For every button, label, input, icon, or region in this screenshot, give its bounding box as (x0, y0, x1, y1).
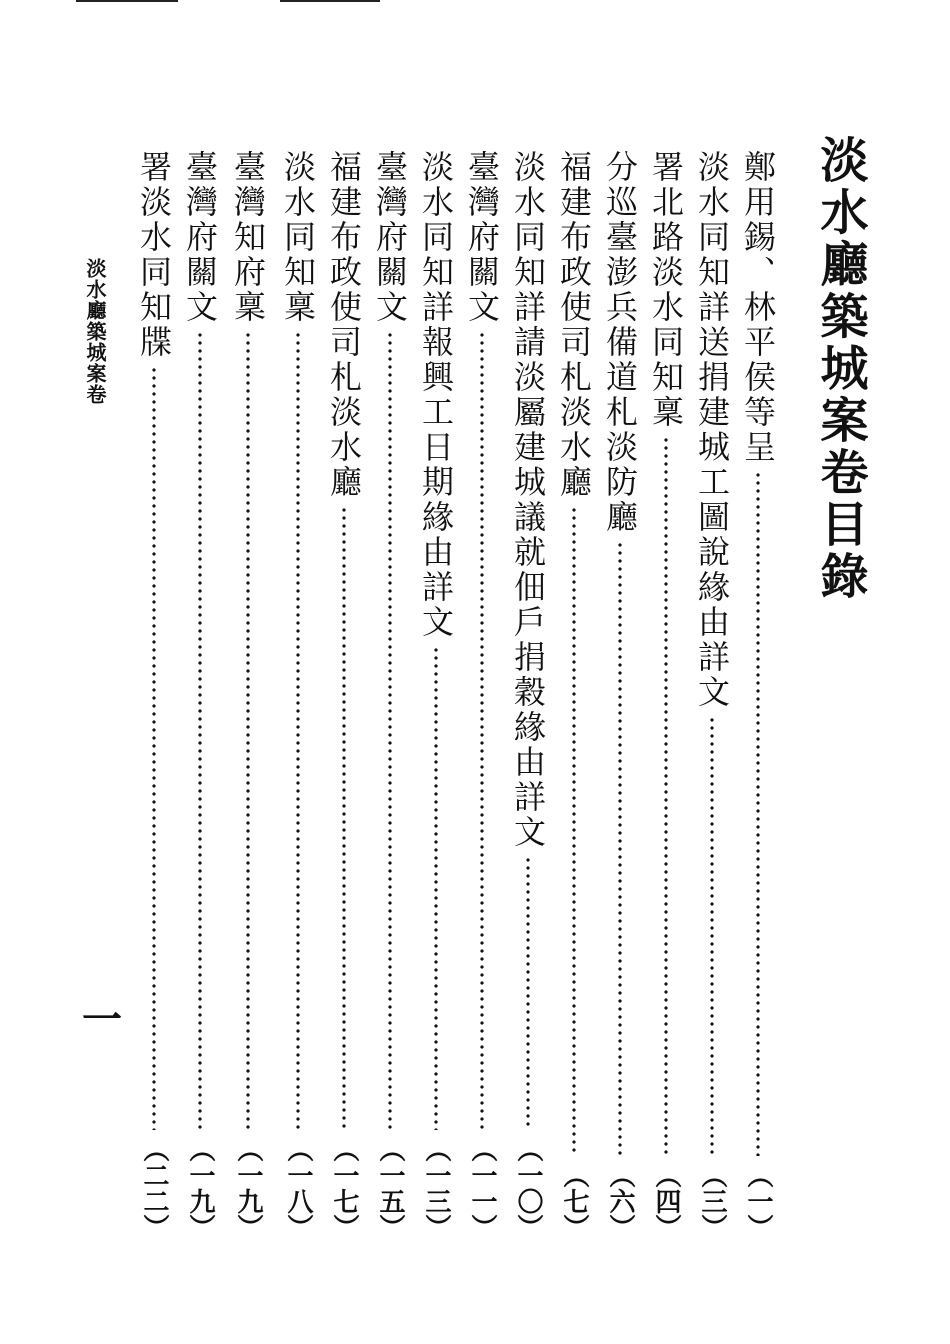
toc-entry-title: 鄭用錫、林平侯等呈 (739, 150, 777, 465)
dot-leader (664, 436, 668, 1156)
dot-leader (342, 506, 346, 1130)
toc-entry (416, 150, 456, 1240)
toc-entry (508, 150, 548, 1240)
dot-leader (388, 331, 392, 1130)
toc-entry (462, 150, 502, 1240)
toc-entry (738, 150, 778, 1240)
toc-page-number: （一七） (329, 1136, 359, 1240)
dot-leader (710, 716, 714, 1156)
toc-entry-title: 福建布政使司札淡水廳 (325, 150, 363, 500)
toc-entry-title: 分巡臺澎兵備道札淡防廳 (601, 150, 639, 535)
toc-page-number: （一八） (283, 1136, 313, 1240)
toc-entry (134, 150, 174, 1240)
toc-entry-title: 淡水同知詳請淡屬建城議就佃戶捐穀緣由詳文 (509, 150, 547, 850)
toc-entry (180, 150, 220, 1240)
toc-page-number: （六） (605, 1162, 635, 1240)
toc-page-number: （三） (697, 1162, 727, 1240)
dot-leader (526, 856, 530, 1130)
toc-page-number: （二二） (139, 1136, 169, 1240)
toc-entry (324, 150, 364, 1240)
toc-entry (554, 150, 594, 1240)
toc-entry-title: 臺灣知府稟 (229, 150, 267, 325)
dot-leader (434, 646, 438, 1130)
dot-leader (246, 331, 250, 1130)
page-title: 淡水廳築城案卷目錄 (812, 135, 868, 603)
toc-entry (228, 150, 268, 1240)
toc-entry (370, 150, 410, 1240)
toc-entry-title: 署淡水同知牒 (135, 150, 173, 360)
running-head: 淡水廳築城案卷 (83, 258, 107, 405)
dot-leader (618, 541, 622, 1156)
top-rule-left (76, 0, 178, 2)
toc-entry (646, 150, 686, 1240)
dot-leader (296, 331, 300, 1130)
toc-entry-title: 臺灣府關文 (181, 150, 219, 325)
toc-entry-title: 福建布政使司札淡水廳 (555, 150, 593, 500)
toc-page-number: （一〇） (513, 1136, 543, 1240)
toc-entry-title: 淡水同知詳送捐建城工圖說緣由詳文 (693, 150, 731, 710)
toc-entry-title: 署北路淡水同知稟 (647, 150, 685, 430)
toc-page-number: （一三） (421, 1136, 451, 1240)
dot-leader (756, 471, 760, 1156)
toc-page-number: （一） (743, 1162, 773, 1240)
toc-entry-title: 淡水同知稟 (279, 150, 317, 325)
dot-leader (198, 331, 202, 1130)
toc-entry (600, 150, 640, 1240)
dot-leader (480, 331, 484, 1130)
toc-page-number: （一一） (467, 1136, 497, 1240)
toc-page-number: （一九） (233, 1136, 263, 1240)
top-rule-right (280, 0, 380, 2)
toc-page-number: （一九） (185, 1136, 215, 1240)
dot-leader (152, 366, 156, 1130)
toc-entry (278, 150, 318, 1240)
toc-entry-title: 臺灣府關文 (371, 150, 409, 325)
toc-entry-title: 臺灣府關文 (463, 150, 501, 325)
toc-entry (692, 150, 732, 1240)
toc-entry-title: 淡水同知詳報興工日期緣由詳文 (417, 150, 455, 640)
dot-leader (572, 506, 576, 1156)
toc-page-number: （一五） (375, 1136, 405, 1240)
toc-page-number: （四） (651, 1162, 681, 1240)
toc-page-number: （七） (559, 1162, 589, 1240)
page-folio: 一 (82, 996, 122, 1043)
